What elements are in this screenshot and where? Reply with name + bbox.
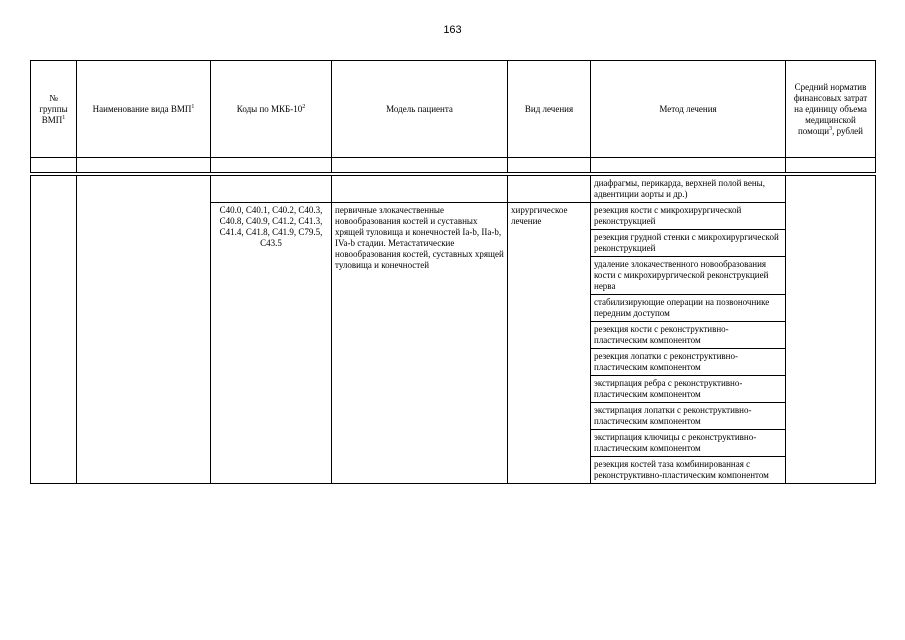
codes-cell: C40.0, C40.1, C40.2, C40.3, C40.8, C40.9, C41.2, C41.3, C41.4, C41.8, C41.9, C79.5, C43.5 xyxy=(211,203,332,484)
header-codes-footnote: 2 xyxy=(302,103,306,110)
header-group-label: № группы ВМП xyxy=(39,92,68,125)
treatment-cell: хирургическое лечение xyxy=(508,203,591,484)
name-cell xyxy=(77,176,211,484)
method-item: экстирпация ключицы с реконструктивно-пластическим компонентом xyxy=(591,430,786,457)
header-row xyxy=(31,61,876,158)
header-group xyxy=(31,61,77,158)
vmp-table xyxy=(30,60,876,484)
method-item: экстирпация ребра с реконструктивно-пластическим компонентом xyxy=(591,376,786,403)
continuation-row xyxy=(31,176,876,203)
header-codes-label: Коды по МКБ-10 xyxy=(236,103,303,114)
header-group-footnote: 1 xyxy=(62,114,66,121)
method-item: резекция грудной стенки с микрохирургической реконструкцией xyxy=(591,230,786,257)
header-name xyxy=(77,61,211,158)
cost-cell xyxy=(786,176,876,484)
header-name-label: Наименование вида ВМП xyxy=(92,103,192,114)
header-method: Метод лечения xyxy=(591,61,786,158)
method-item: резекция лопатки с реконструктивно-пластическим компонентом xyxy=(591,349,786,376)
method-item: экстирпация лопатки с реконструктивно-пластическим компонентом xyxy=(591,403,786,430)
method-item: резекция костей таза комбинированная с реконструктивно-пластическим компонентом xyxy=(591,457,786,484)
method-item: удаление злокачественного новообразования кости с микрохирургической реконструкцией нерва xyxy=(591,257,786,295)
header-cost xyxy=(786,61,876,158)
group-cell xyxy=(31,176,77,484)
blank-row xyxy=(31,158,876,173)
header-cost-suffix: , рублей xyxy=(832,125,863,136)
method-item: резекция кости с реконструктивно-пластическим компонентом xyxy=(591,322,786,349)
header-cost-label: Средний норматив финансовых затрат на единицу объема медицинской помощи xyxy=(793,81,868,136)
header-treatment: Вид лечения xyxy=(508,61,591,158)
header-model: Модель пациента xyxy=(332,61,508,158)
header-codes xyxy=(211,61,332,158)
page-number: 163 xyxy=(443,24,462,36)
method-item: стабилизирующие операции на позвоночнике передним доступом xyxy=(591,295,786,322)
method-item: резекция кости с микрохирургической реконструкцией xyxy=(591,203,786,230)
header-cost-footnote: 3 xyxy=(829,125,833,132)
header-name-footnote: 1 xyxy=(191,103,195,110)
model-cell: первичные злокачественные новообразования костей и суставных хрящей туловища и конечностей Ia-b, IIa-b, IVa-b стадии. Метастатические новообразования костей, суставных хрящей туловища и конечностей xyxy=(332,203,508,484)
method-continued: диафрагмы, перикарда, верхней полой вены, адвентиции аорты и др.) xyxy=(591,176,786,203)
